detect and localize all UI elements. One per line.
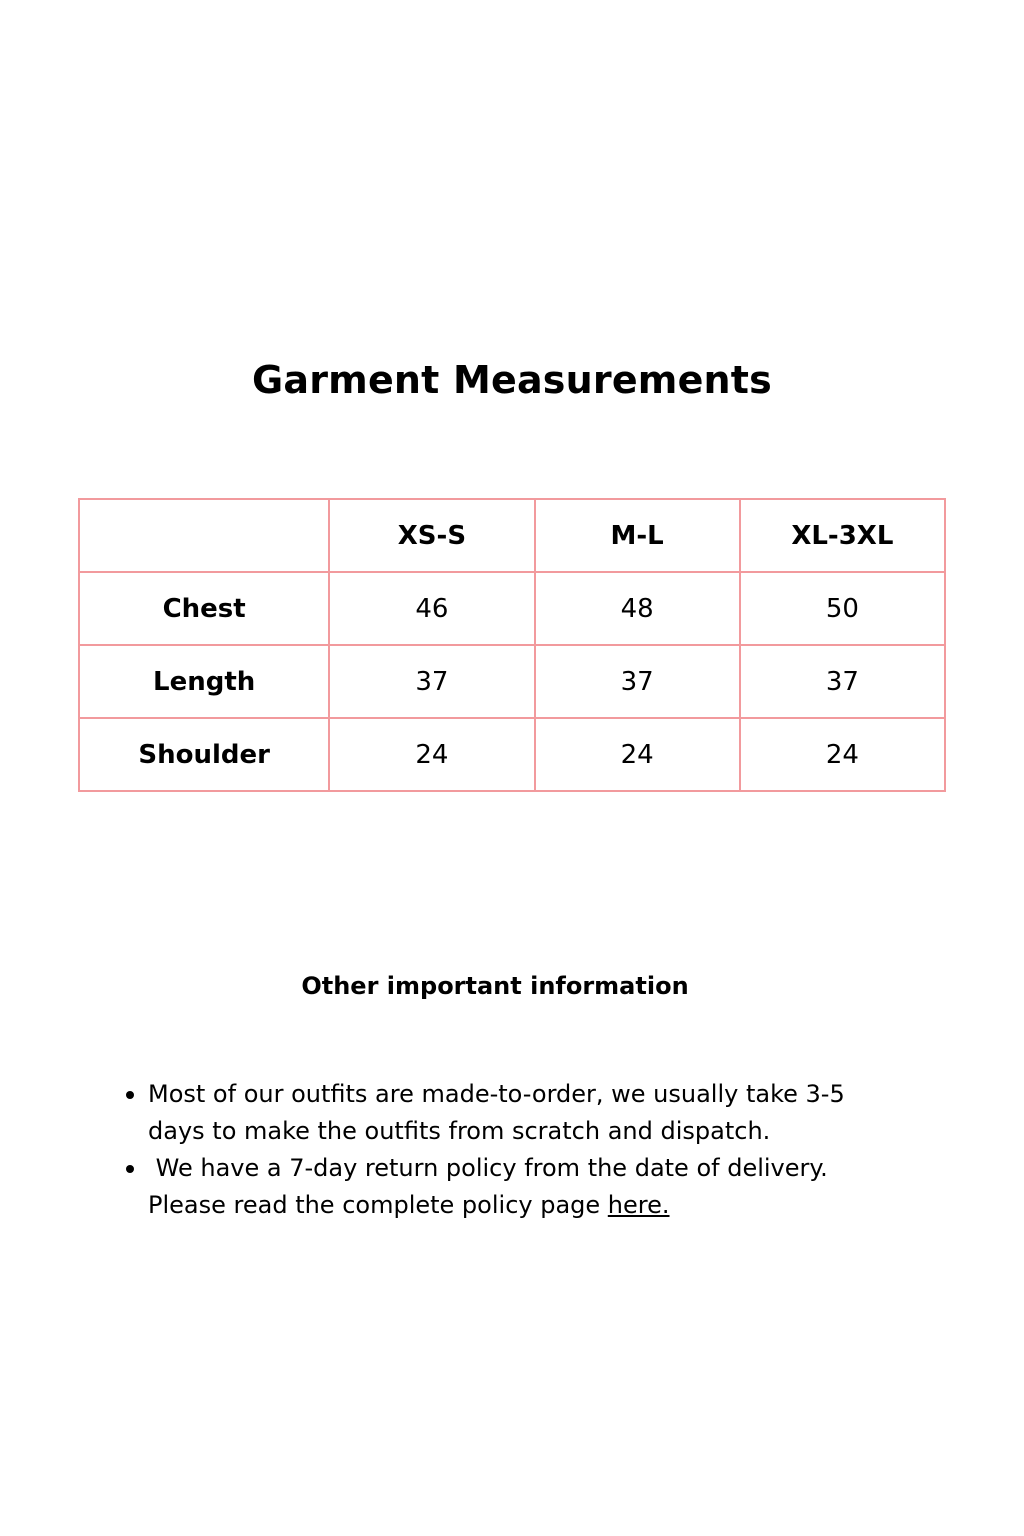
info-list: [108, 1076, 908, 1224]
table-cell: 37: [740, 645, 945, 718]
bullet-dot-icon: [126, 1165, 134, 1173]
table-header-row: [79, 499, 945, 572]
table-row: [79, 572, 945, 645]
list-item: [108, 1076, 908, 1150]
table-corner-cell: [79, 499, 329, 572]
size-chart-table: [78, 498, 946, 792]
list-item-text: Most of our outfits are made-to-order, we usually take 3-5 days to make the outfits from scratch and dispatch.: [148, 1080, 845, 1145]
row-header-shoulder: Shoulder: [79, 718, 329, 791]
table-cell: 24: [329, 718, 534, 791]
table-row: [79, 718, 945, 791]
table-cell: 37: [535, 645, 740, 718]
info-heading: Other important information: [301, 972, 689, 1000]
table-cell: 46: [329, 572, 534, 645]
column-header: XL-3XL: [740, 499, 945, 572]
table-cell: 24: [535, 718, 740, 791]
column-header: XS-S: [329, 499, 534, 572]
page-title: Garment Measurements: [251, 358, 772, 402]
row-header-length: Length: [79, 645, 329, 718]
table-cell: 37: [329, 645, 534, 718]
list-item: [108, 1150, 908, 1224]
return-policy-link[interactable]: here.: [607, 1191, 670, 1219]
table-row: [79, 645, 945, 718]
bullet-dot-icon: [126, 1091, 134, 1099]
column-header: M-L: [535, 499, 740, 572]
table-cell: 48: [535, 572, 740, 645]
table-cell: 24: [740, 718, 945, 791]
list-item-text: We have a 7-day return policy from the date of delivery. Please read the complete policy page: [148, 1154, 836, 1219]
row-header-chest: Chest: [79, 572, 329, 645]
table-cell: 50: [740, 572, 945, 645]
